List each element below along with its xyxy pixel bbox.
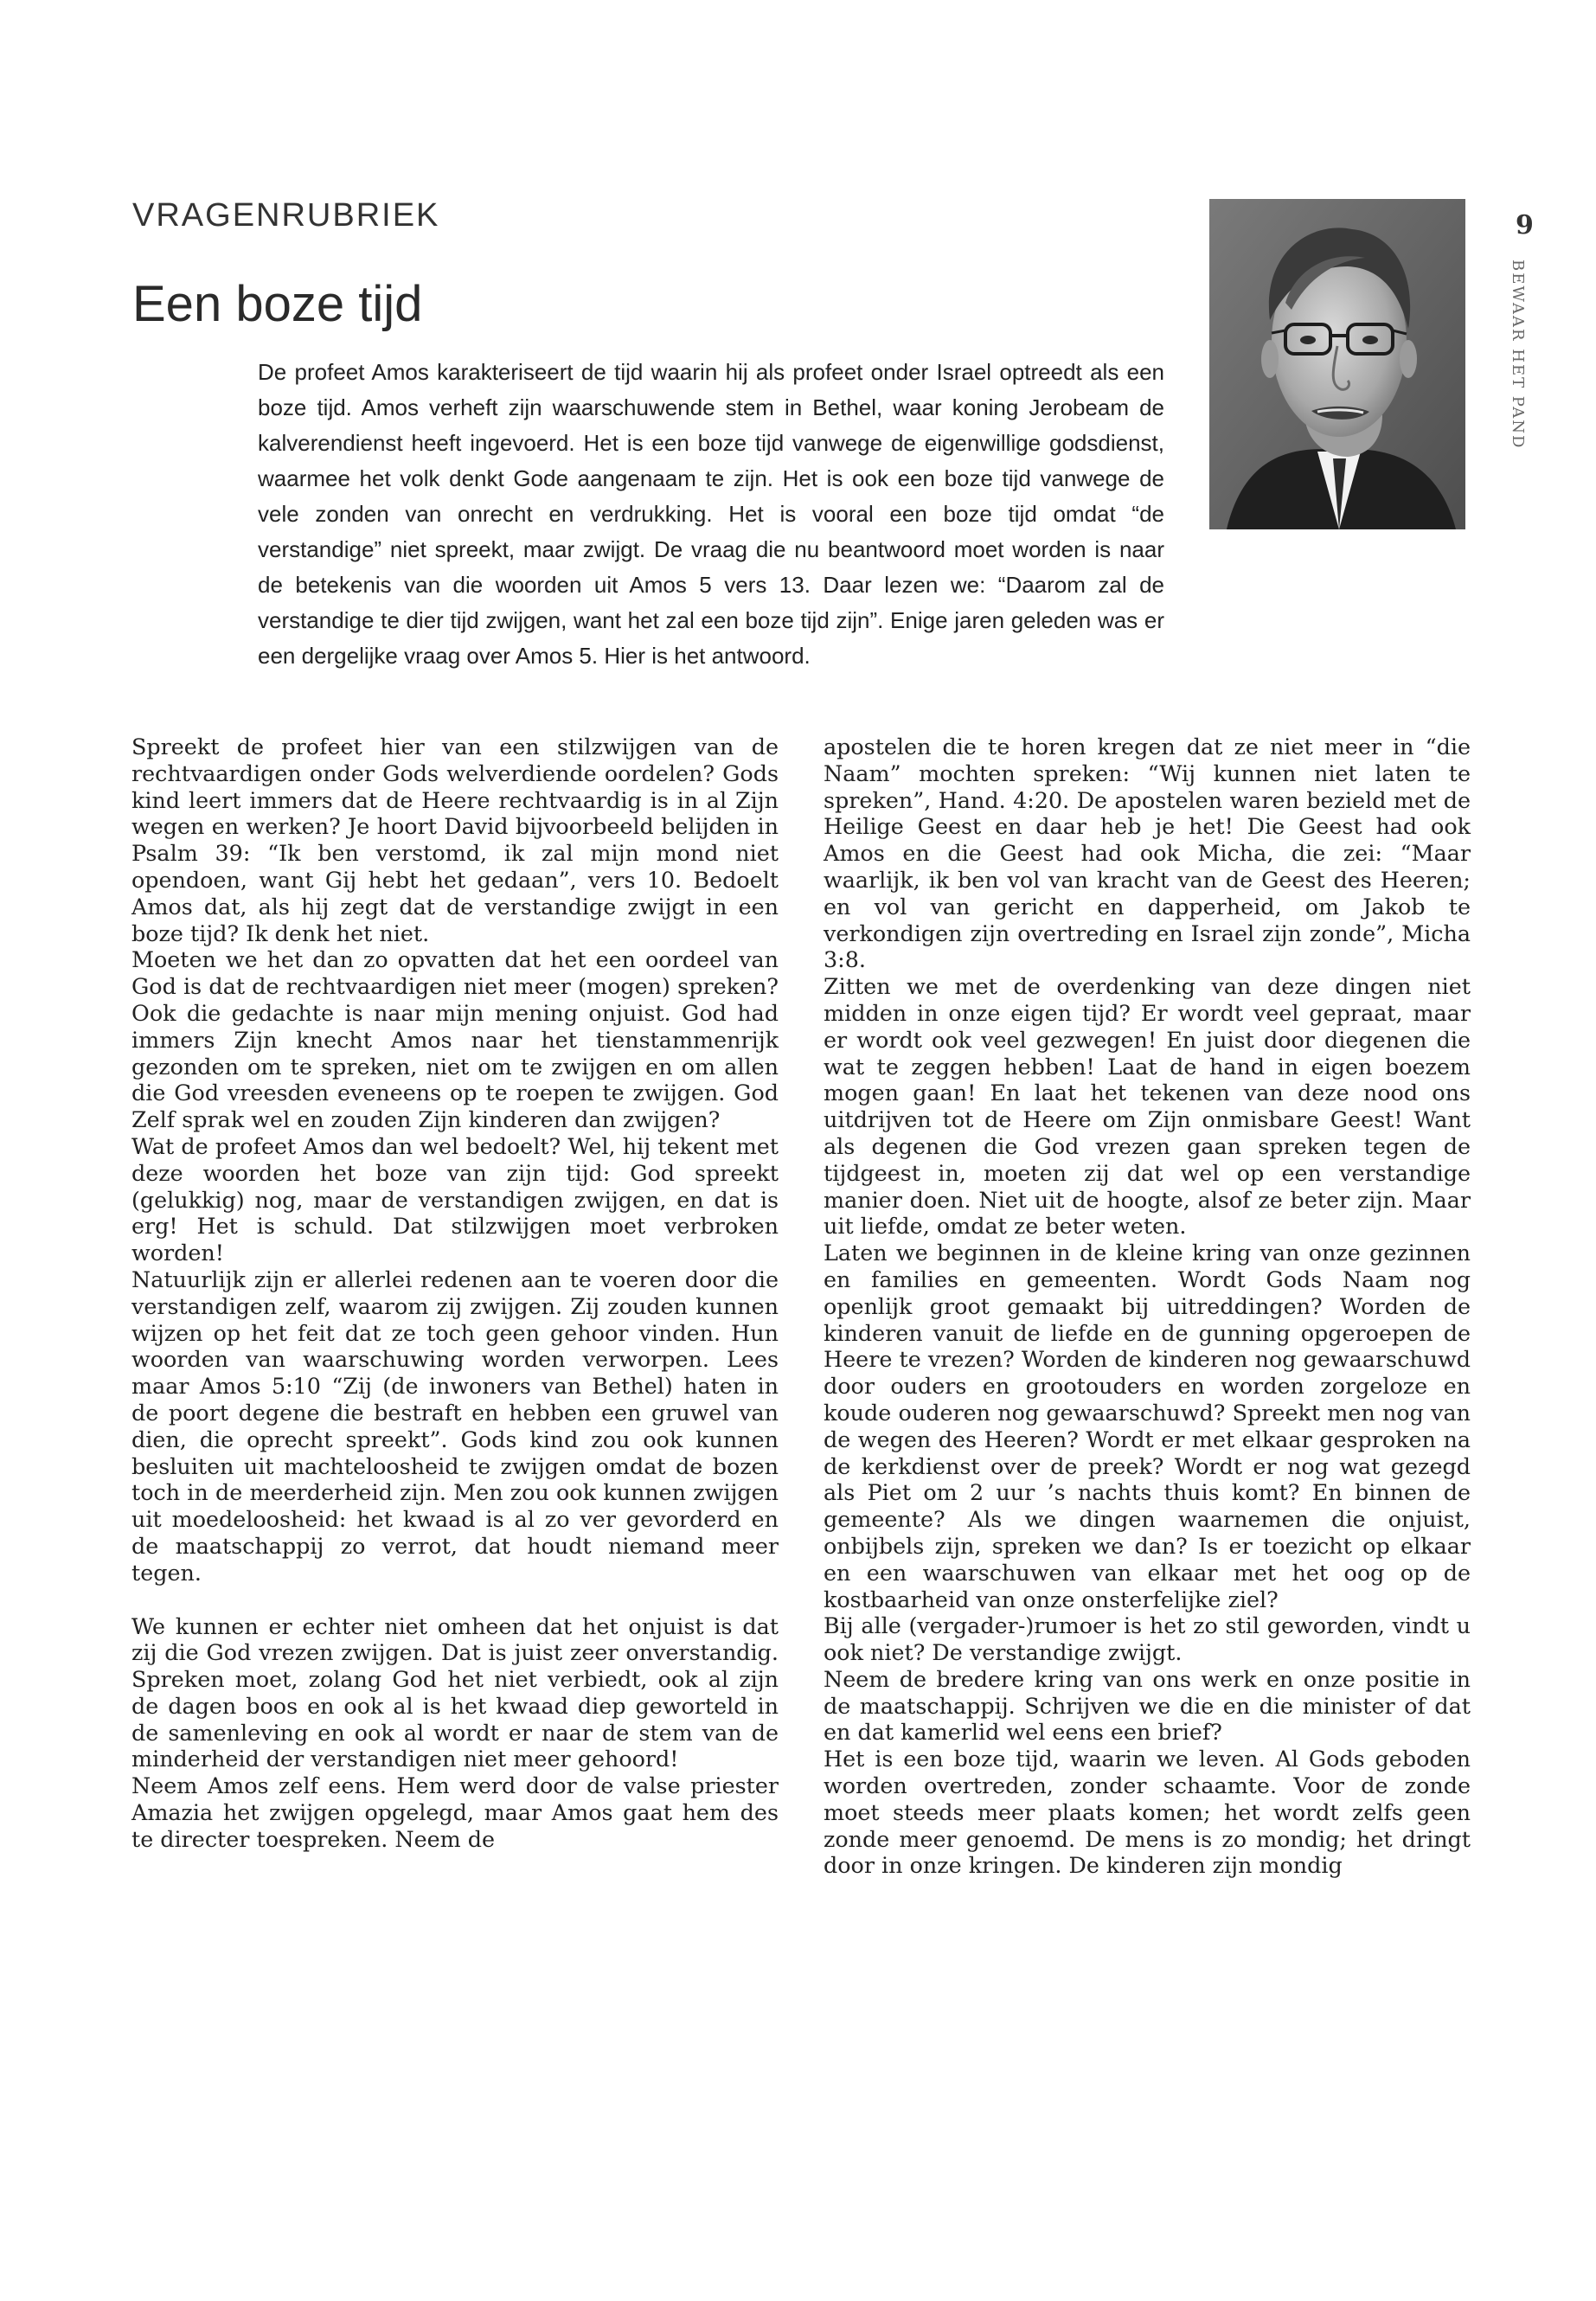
- paragraph: Natuurlijk zijn er allerlei redenen aan te voeren door die verstandigen zelf, waarom zij zwijgen. Zij zouden kunnen wijzen op het feit dat ze toch geen gehoor vinden. Hun woorden van waarschuwing worden verworpen. Lees maar Amos 5:10 “Zij (de inwoners van Bethel) haten in de poort degene die bestraft en hebben een gruwel van dien, die oprecht spreekt”. Gods kind zou ook kunnen besluiten uit machteloosheid te zwijgen omdat de bozen toch in de meerderheid zijn. Men zou ook kunnen zwijgen uit moedeloosheid: het kwaad is al zo ver gevorderd en de maatschappij zo verrot, dat houdt niemand meer tegen.: [131, 1266, 779, 1586]
- paragraph: Neem de bredere kring van ons werk en onze positie in de maatschappij. Schrijven we die en die minister of dat en dat kamerlid wel eens een brief?: [824, 1665, 1471, 1746]
- paragraph: Bij alle (vergader-)rumoer is het zo stil geworden, vindt u ook niet? De verstandige zwijgt.: [824, 1612, 1471, 1666]
- author-portrait: [1209, 199, 1465, 529]
- page-number: 9: [1516, 210, 1534, 240]
- paragraph: Spreekt de profeet hier van een stilzwijgen van de rechtvaardigen onder Gods welverdiende oordelen? Gods kind leert immers dat de Heere rechtvaardig is in al Zijn wegen en werken? Je hoort David bijvoorbeeld belijden in Psalm 39: “Ik ben verstomd, ik zal mijn mond niet opendoen, want Gij hebt het gedaan”, vers 10. Bedoelt Amos dat, als hij zegt dat de verstandige zwijgt in een boze tijd? Ik denk het niet.: [131, 734, 779, 946]
- paragraph: Neem Amos zelf eens. Hem werd door de valse priester Amazia het zwijgen opgelegd, maar Amos gaat hem des te directer toespreken. Neem de: [131, 1772, 779, 1852]
- paragraph: We kunnen er echter niet omheen dat het onjuist is dat zij die God vrezen zwijgen. Dat is juist zeer onverstandig. Spreken moet, zolang God het niet verbiedt, ook al zijn de dagen boos en ook al is het kwaad diep geworteld in de samenleving en ook al wordt er naar de stem van de minderheid der verstandigen niet meer gehoord!: [131, 1612, 779, 1772]
- paragraph: Wat de profeet Amos dan wel bedoelt? Wel, hij tekent met deze woorden het boze van zijn tijd: God spreekt (gelukkig) nog, maar de verstandigen zwijgen, en dat is erg! Het is schuld. Dat stilzwijgen moet verbroken worden!: [131, 1132, 779, 1266]
- article-intro: De profeet Amos karakteriseert de tijd waarin hij als profeet onder Israel optreedt als een boze tijd. Amos verheft zijn waarschuwende stem in Bethel, waar koning Jerobeam de kalverendienst heeft ingevoerd. Het is een boze tijd vanwege de eigenwillige godsdienst, waarmee het volk denkt Gode aangenaam te zijn. Het is ook een boze tijd vanwege de vele zonden van onrecht en verdrukking. Het is vooral een boze tijd omdat “de verstandige” niet spreekt, maar zwijgt. De vraag die nu beantwoord moet worden is naar de betekenis van die woorden uit Amos 5 vers 13. Daar lezen we: “Daarom zal de verstandige te dier tijd zwijgen, want het zal een boze tijd zijn”. Enige jaren geleden was er een dergelijke vraag over Amos 5. Hier is het antwoord.: [258, 359, 1164, 669]
- article-column-right: [824, 734, 1471, 1879]
- paragraph: Zitten we met de overdenking van deze dingen niet midden in onze eigen tijd? Er wordt veel gepraat, maar er wordt ook veel gezwegen! En juist door diegenen die wat te zeggen hebben! Laat de hand in eigen boezem mogen gaan! En laat het tekenen van deze nood ons uitdrijven tot de Heere om Zijn onmisbare Geest! Want als degenen die God vrezen gaan spreken tegen de tijdgeest in, moeten zij dat wel op een verstandige manier doen. Niet uit de hoogte, alsof ze beter zijn. Maar uit liefde, omdat ze beter weten.: [824, 973, 1471, 1240]
- article-title: Een boze tijd: [132, 276, 423, 332]
- paragraph: Het is een boze tijd, waarin we leven. Al Gods geboden worden overtreden, zonder schaamte. Voor de zonde moet steeds meer plaats komen; het wordt zelfs geen zonde meer genoemd. De mens is zo mondig; het dringt door in onze kringen. De kinderen zijn mondig: [824, 1746, 1471, 1879]
- section-rubric: VRAGENRUBRIEK: [132, 197, 440, 234]
- magazine-name: BEWAAR HET PAND: [1509, 260, 1527, 450]
- article-column-left: [131, 734, 779, 1853]
- paragraph: apostelen die te horen kregen dat ze niet meer in “die Naam” mochten spreken: “Wij kunnen niet laten te spreken”, Hand. 4:20. De apostelen waren bezield met de Heilige Geest en daar heb je het! Die Geest had ook Amos en die Geest had ook Micha, die zei: “Maar waarlijk, ik ben vol van kracht van de Geest des Heeren; en vol van gericht en dapperheid, om Jakob te verkondigen zijn overtreding en Israel zijn zonde”, Micha 3:8.: [824, 734, 1471, 973]
- paragraph: Laten we beginnen in de kleine kring van onze gezinnen en families en gemeenten. Wordt Gods Naam nog openlijk groot gemaakt bij uitreddingen? Worden de kinderen vanuit de liefde en de gunning opgeroepen de Heere te vrezen? Worden de kinderen nog gewaarschuwd door ouders en grootouders en worden zorgeloze en koude ouderen nog gewaarschuwd? Spreekt men nog van de wegen des Heeren? Wordt er met elkaar gesproken na de kerkdienst over de preek? Wordt er nog wat gezegd als Piet om 2 uur ’s nachts thuis komt? En binnen de gemeente? Als we dingen waarnemen die onjuist, onbijbels zijn, spreken we dan? Is er toezicht op elkaar en een waarschuwen van elkaar met het oog op de kostbaarheid van onze onsterfelijke ziel?: [824, 1240, 1471, 1612]
- paragraph: Moeten we het dan zo opvatten dat het een oordeel van God is dat de rechtvaardigen niet meer (mogen) spreken? Ook die gedachte is naar mijn mening onjuist. God had immers Zijn knecht Amos naar het tienstammenrijk gezonden om te spreken, niet om te zwijgen en om allen die God vreesden eveneens op te roepen te zwijgen. God Zelf sprak wel en zouden Zijn kinderen dan zwijgen?: [131, 946, 779, 1133]
